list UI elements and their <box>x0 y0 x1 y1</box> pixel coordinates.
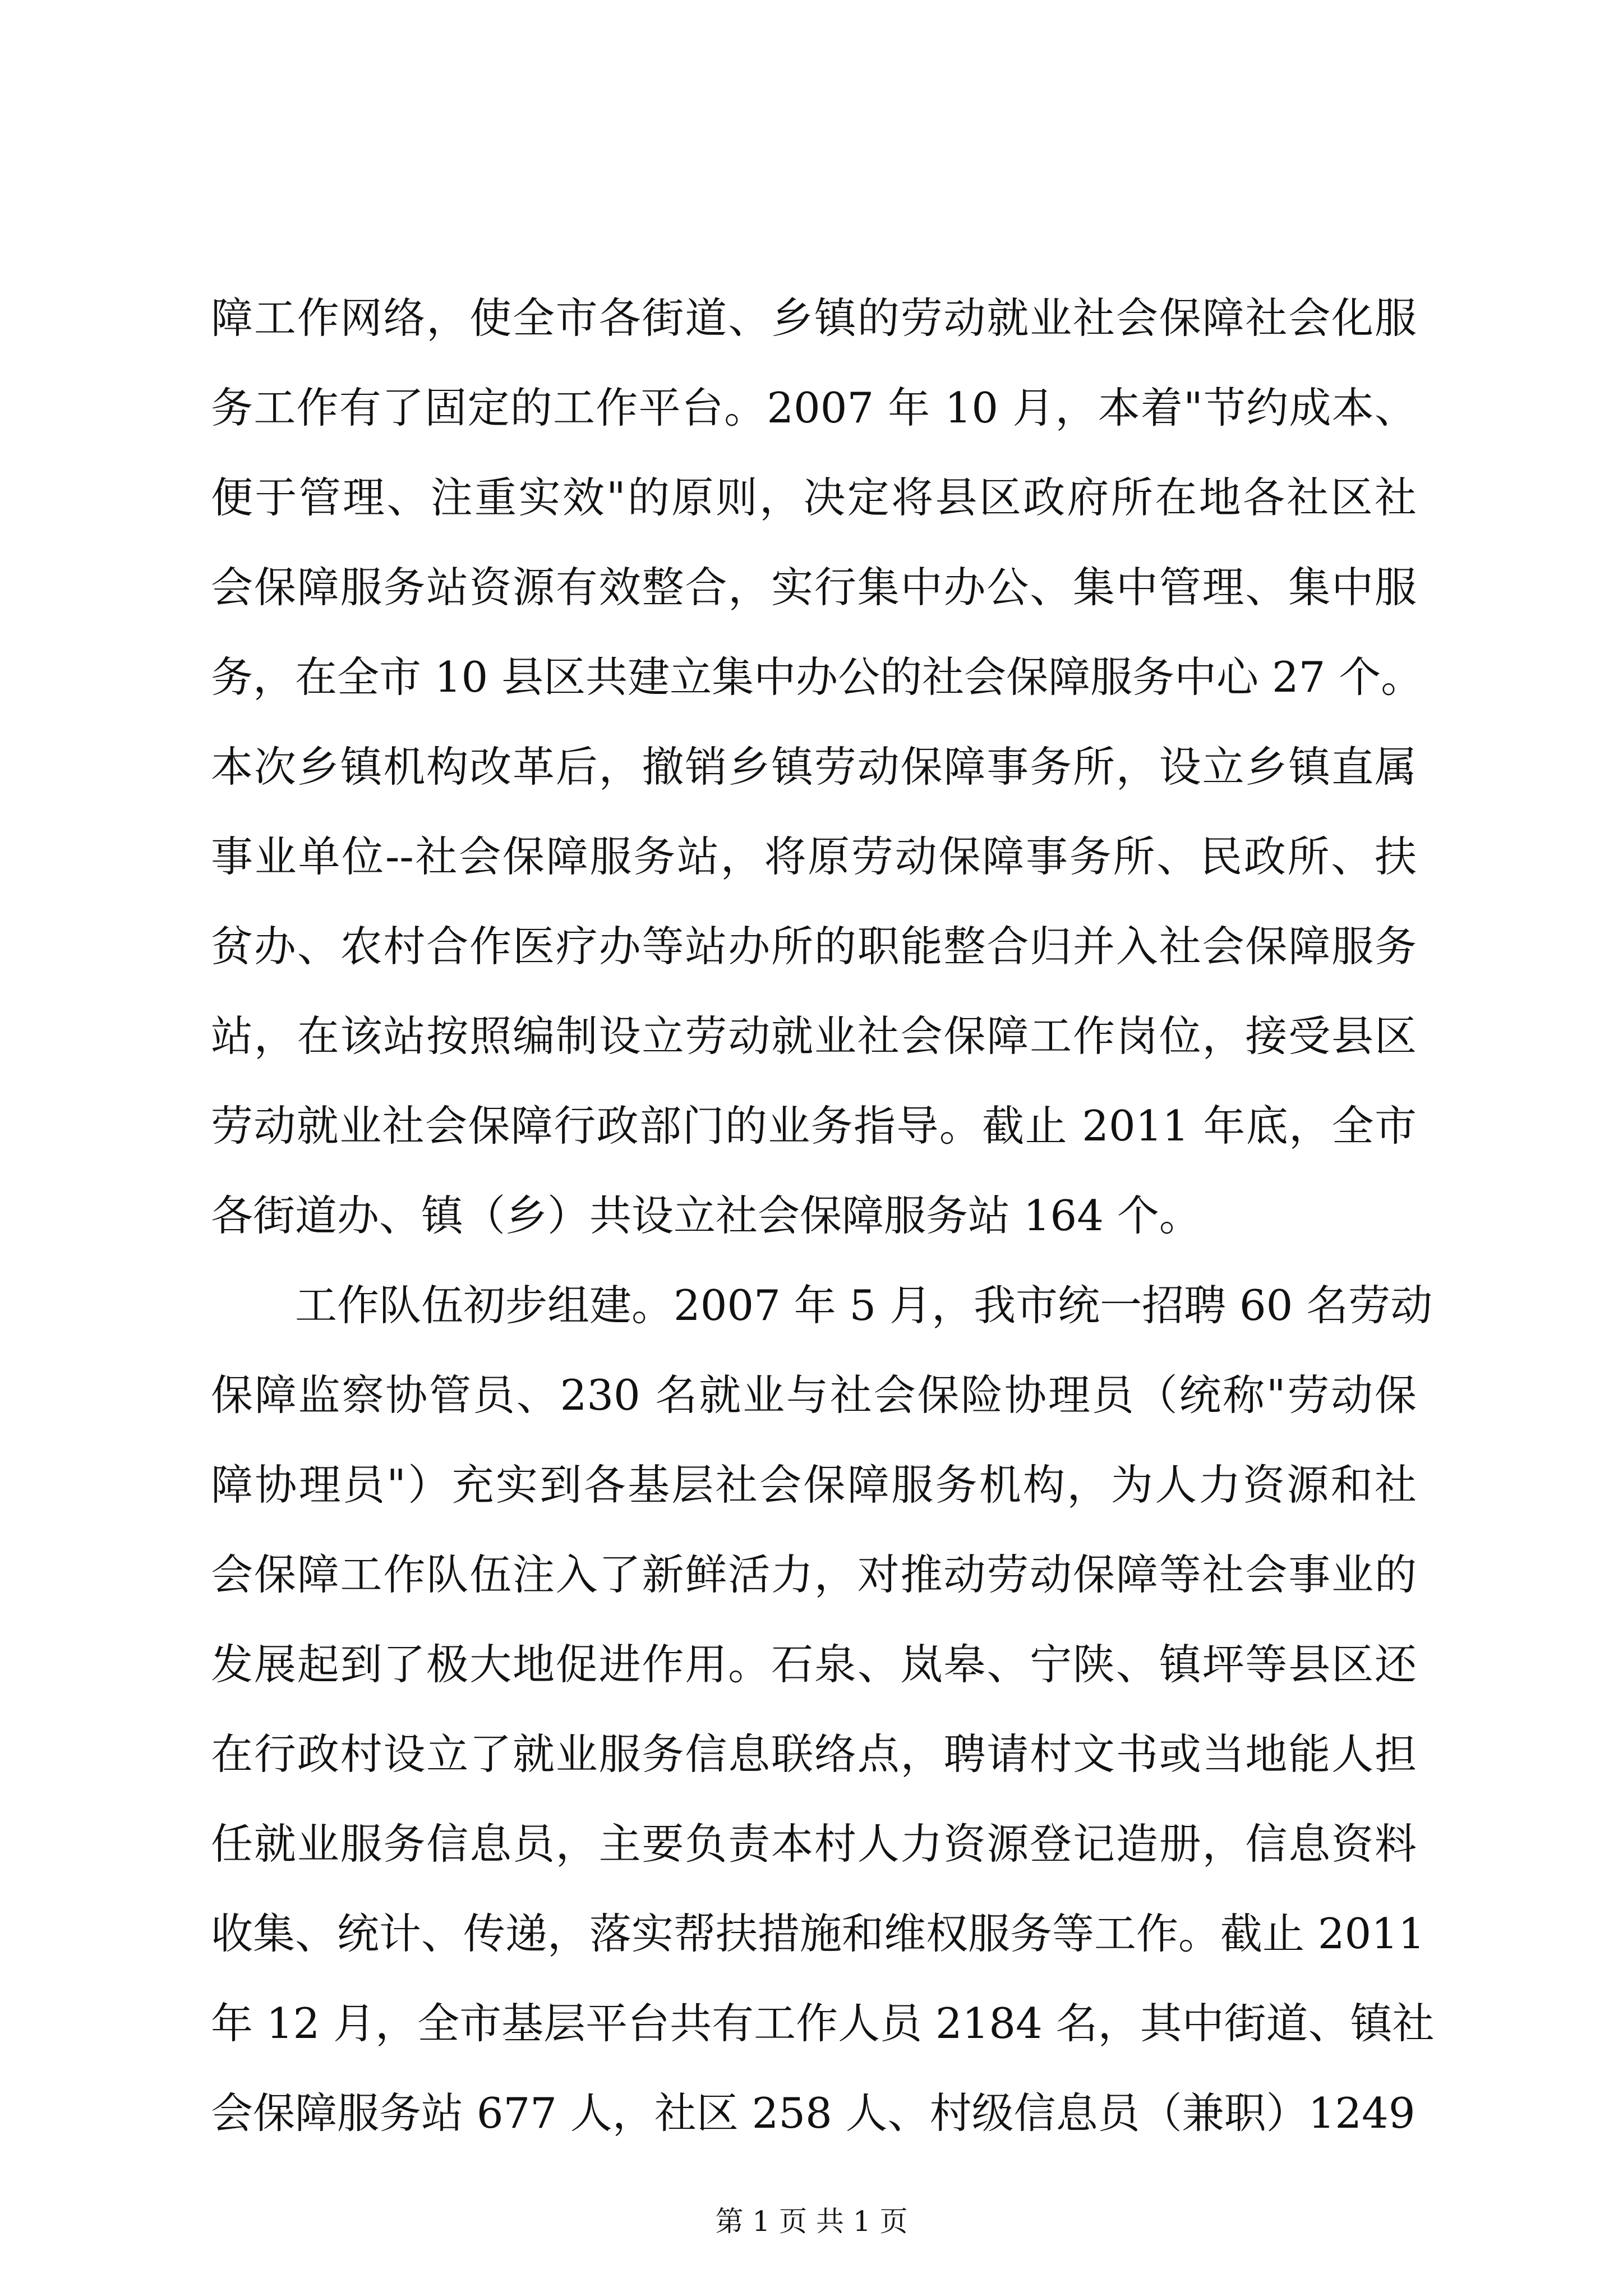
paragraph-line: 贫办、农村合作医疗办等站办所的职能整合归并入社会保障服务 <box>211 922 1417 971</box>
paragraph-line: 站，在该站按照编制设立劳动就业社会保障工作岗位，接受县区 <box>211 1011 1417 1061</box>
paragraph-line: 本次乡镇机构改革后，撤销乡镇劳动保障事务所，设立乡镇直属 <box>211 742 1417 792</box>
page-footer: 第 1 页 共 1 页 <box>715 2205 908 2238</box>
paragraph-line: 会保障工作队伍注入了新鲜活力，对推动劳动保障等社会事业的 <box>211 1550 1417 1599</box>
paragraph-line: 年 12 月，全市基层平台共有工作人员 2184 名，其中街道、镇社 <box>211 1999 1435 2048</box>
paragraph-line: 各街道办、镇（乡）共设立社会保障服务站 164 个。 <box>211 1191 1201 1240</box>
paragraph-line: 会保障服务站资源有效整合，实行集中办公、集中管理、集中服 <box>211 563 1417 612</box>
paragraph-line: 事业单位--社会保障服务站，将原劳动保障事务所、民政所、扶 <box>211 832 1417 881</box>
paragraph-line: 务，在全市 10 县区共建立集中办公的社会保障服务中心 27 个。 <box>211 652 1423 702</box>
paragraph-line: 任就业服务信息员，主要负责本村人力资源登记造册，信息资料 <box>211 1819 1417 1869</box>
paragraph-line: 务工作有了固定的工作平台。2007 年 10 月，本着"节约成本、 <box>211 383 1417 432</box>
paragraph-line: 收集、统计、传递，落实帮扶措施和维权服务等工作。截止 2011 <box>211 1909 1425 1958</box>
paragraph-first-line: 工作队伍初步组建。2007 年 5 月，我市统一招聘 60 名劳动 <box>295 1281 1433 1330</box>
paragraph-line: 障工作网络，使全市各街道、乡镇的劳动就业社会保障社会化服 <box>211 293 1417 343</box>
paragraph-line: 便于管理、注重实效"的原则，决定将县区政府所在地各社区社 <box>211 473 1417 522</box>
paragraph-line: 保障监察协管员、230 名就业与社会保险协理员（统称"劳动保 <box>211 1370 1417 1420</box>
paragraph-line: 障协理员"）充实到各基层社会保障服务机构，为人力资源和社 <box>211 1460 1417 1510</box>
paragraph-line: 会保障服务站 677 人，社区 258 人、村级信息员（兼职）1249 <box>211 2088 1415 2138</box>
paragraph-line: 发展起到了极大地促进作用。石泉、岚皋、宁陕、镇坪等县区还 <box>211 1640 1417 1689</box>
paragraph-line: 劳动就业社会保障行政部门的业务指导。截止 2011 年底，全市 <box>211 1101 1417 1151</box>
paragraph-line: 在行政村设立了就业服务信息联络点，聘请村文书或当地能人担 <box>211 1729 1417 1779</box>
